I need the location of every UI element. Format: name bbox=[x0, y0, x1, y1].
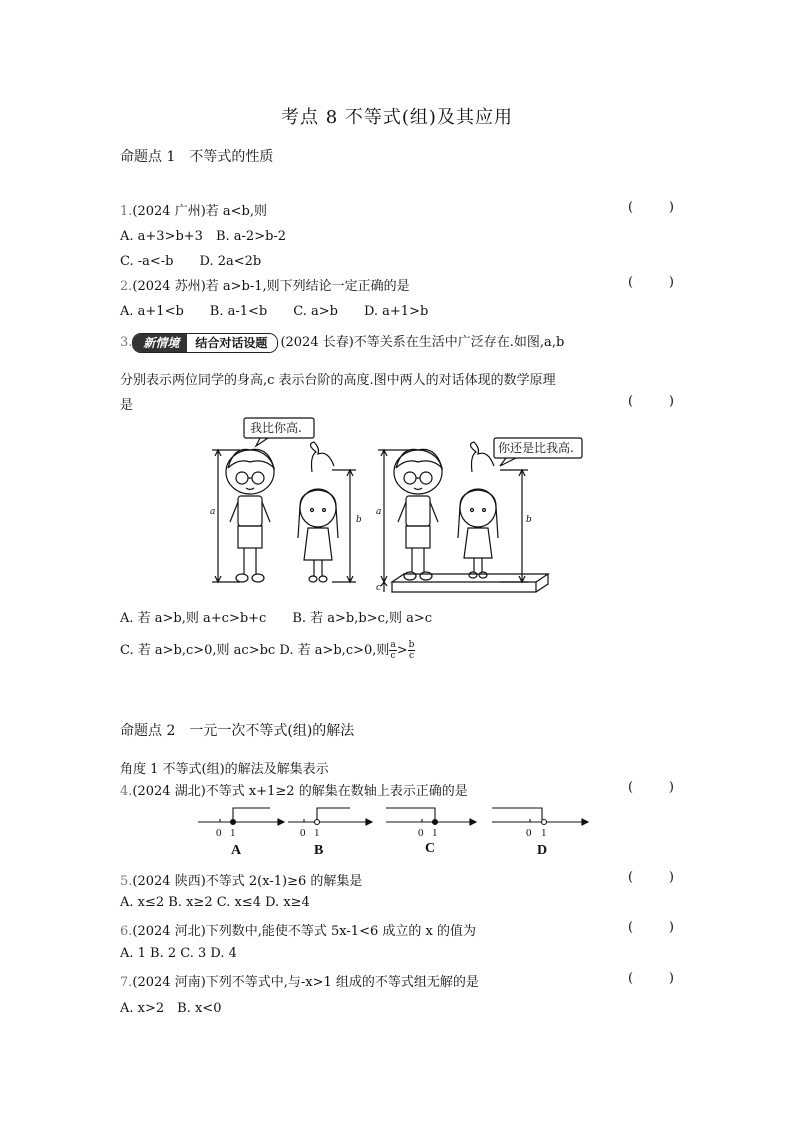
number-line-label-b: B bbox=[314, 843, 324, 858]
answer-paren-3: ( ) bbox=[628, 394, 674, 409]
number-line-d bbox=[492, 808, 588, 825]
question-1-options-ab: A. a+3>b+3 B. a-2>b-2 bbox=[120, 229, 287, 244]
question-3-options-cd: C. 若 a>b,c>0,则 ac>bc D. 若 a>b,c>0,则 $\frac{a}{c}$ > $\frac{b}{c}$ bbox=[120, 640, 415, 661]
question-7-options: A. x>2 B. x<0 bbox=[120, 1001, 222, 1016]
number-line-c bbox=[386, 808, 476, 825]
answer-paren-2: ( ) bbox=[628, 275, 674, 290]
girl-figure-left bbox=[298, 442, 338, 582]
speech-text-1: 我比你高. bbox=[250, 421, 302, 435]
svg-text:1: 1 bbox=[314, 827, 320, 839]
answer-paren-7: ( ) bbox=[628, 971, 674, 986]
question-5-options: A. x≤2 B. x≥2 C. x≤4 D. x≥4 bbox=[120, 895, 310, 910]
number-line-b bbox=[288, 808, 372, 825]
new-context-badge: 新情境 结合对话设题 bbox=[132, 333, 278, 353]
question-7-stem: 7.(2024 河南)下列不等式中,与-x>1 组成的不等式组无解的是 bbox=[120, 975, 479, 990]
number-line-label-d: D bbox=[537, 843, 548, 858]
svg-text:0: 0 bbox=[526, 827, 532, 839]
boy-figure-right bbox=[394, 449, 442, 580]
svg-text:1: 1 bbox=[541, 827, 547, 839]
section-heading-1: 命题点 1 不等式的性质 bbox=[120, 149, 274, 165]
answer-paren-5: ( ) bbox=[628, 870, 674, 885]
question-1-options-cd: C. -a<-b D. 2a<2b bbox=[120, 254, 262, 269]
svg-text:c: c bbox=[376, 583, 382, 593]
boy-figure-left bbox=[226, 449, 274, 582]
svg-text:1: 1 bbox=[230, 827, 236, 839]
svg-text:a: a bbox=[210, 507, 216, 517]
fraction-a-over-c: $\frac{a}{c}$ bbox=[390, 640, 396, 661]
question-1-stem: 1.(2024 广州)若 a<b,则 bbox=[120, 204, 267, 219]
svg-text:0: 0 bbox=[300, 827, 306, 839]
section-heading-2: 命题点 2 一元一次不等式(组)的解法 bbox=[120, 723, 355, 739]
question-2-options: A. a+1<b B. a-1<b C. a>b D. a+1>b bbox=[120, 304, 429, 319]
question-3-stem-line3: 是 bbox=[120, 398, 134, 413]
svg-text:0: 0 bbox=[216, 827, 222, 839]
svg-text:0: 0 bbox=[418, 827, 424, 839]
svg-text:b: b bbox=[526, 515, 532, 525]
number-line-label-c: C bbox=[425, 841, 436, 856]
question-6-options: A. 1 B. 2 C. 3 D. 4 bbox=[120, 946, 237, 961]
answer-paren-6: ( ) bbox=[628, 920, 674, 935]
svg-text:1: 1 bbox=[432, 827, 438, 839]
question-3-options-ab: A. 若 a>b,则 a+c>b+c B. 若 a>b,b>c,则 a>c bbox=[120, 611, 433, 626]
page-title: 考点 8 不等式(组)及其应用 bbox=[281, 107, 513, 128]
question-4-stem: 4.(2024 湖北)不等式 x+1≥2 的解集在数轴上表示正确的是 bbox=[120, 784, 468, 799]
question-5-stem: 5.(2024 陕西)不等式 2(x-1)≥6 的解集是 bbox=[120, 874, 363, 889]
answer-paren-1: ( ) bbox=[628, 200, 674, 215]
question-6-stem: 6.(2024 河北)下列数中,能使不等式 5x-1<6 成立的 x 的值为 bbox=[120, 924, 476, 939]
number-line-a bbox=[198, 808, 284, 825]
answer-paren-4: ( ) bbox=[628, 780, 674, 795]
question-3-stem-line2: 分别表示两位同学的身高,c 表示台阶的高度.图中两人的对话体现的数学原理 bbox=[120, 373, 556, 388]
svg-text:a: a bbox=[376, 507, 382, 517]
girl-figure-right bbox=[458, 442, 498, 578]
subsection-heading-1: 角度 1 不等式(组)的解法及解集表示 bbox=[120, 762, 329, 777]
question-2-stem: 2.(2024 苏州)若 a>b-1,则下列结论一定正确的是 bbox=[120, 279, 410, 294]
fraction-b-over-c: $\frac{b}{c}$ bbox=[408, 640, 415, 661]
question-3-stem-line1: 3. 新情境 结合对话设题 (2024 长春)不等关系在生活中广泛存在.如图,a,b bbox=[120, 331, 564, 353]
number-line-label-a: A bbox=[231, 843, 242, 858]
number-line-options bbox=[190, 800, 600, 844]
speech-text-2: 你还是比我高. bbox=[498, 441, 574, 455]
svg-text:b: b bbox=[356, 515, 362, 525]
